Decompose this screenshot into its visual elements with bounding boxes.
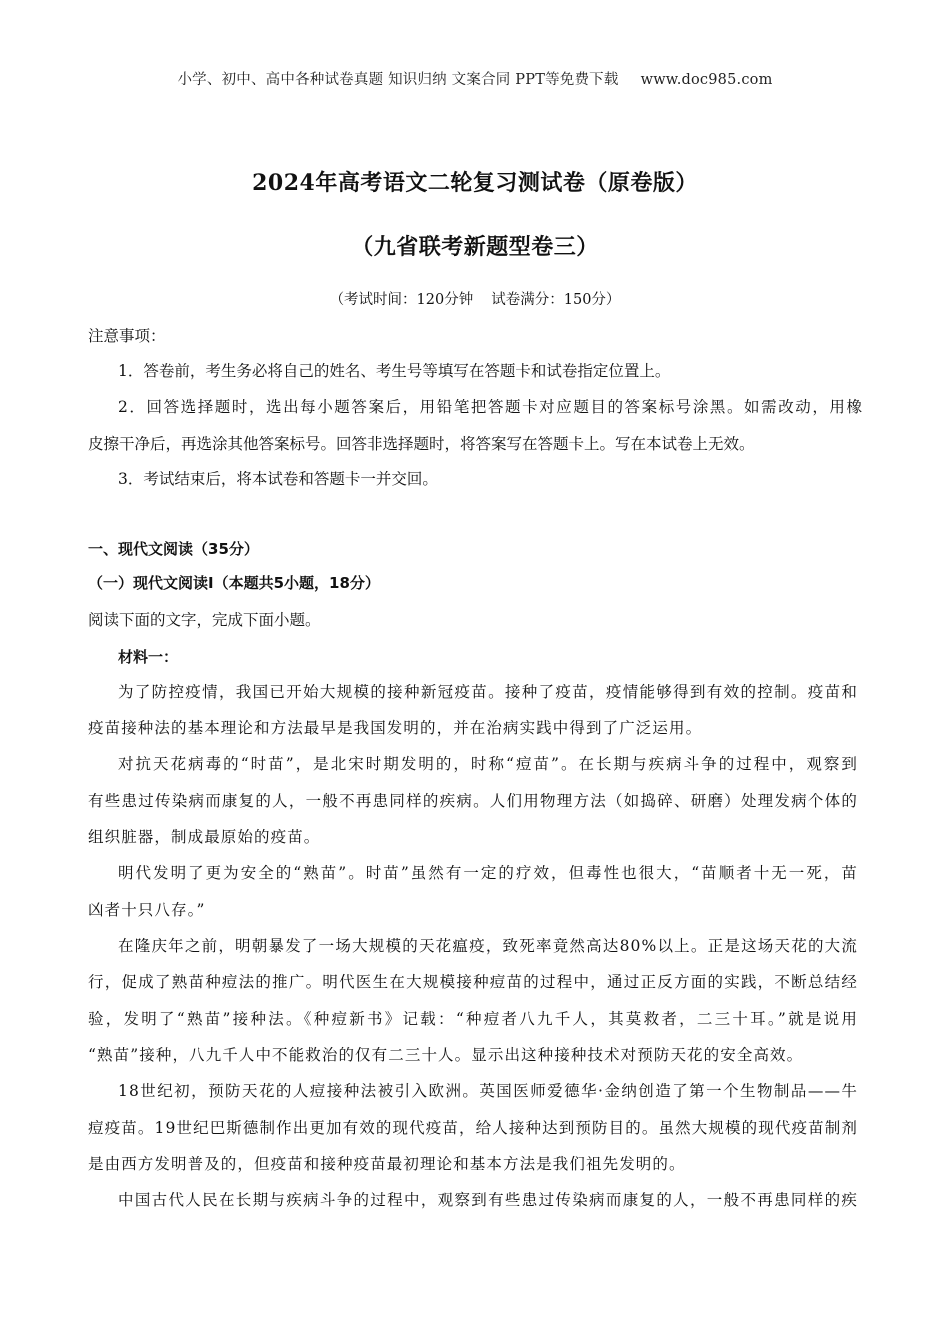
notice-heading: 注意事项： [88,327,166,345]
subsection-heading: （一）现代文阅读Ⅰ（本题共5小题，18分） [88,574,380,592]
passage-line: 凶者十只八存。” [88,901,206,919]
page-title: 2024年高考语文二轮复习测试卷（原卷版） [252,170,698,196]
page-subtitle: （九省联考新题型卷三） [351,234,599,260]
passage-line: 疫苗接种法的基本理论和方法最早是我国发明的，并在治病实践中得到了广泛运用。 [88,719,703,737]
passage-line: “熟苗”接种，八九千人中不能救治的仅有二三十人。显示出这种接种技术对预防天花的安全高效。 [88,1046,804,1064]
passage-line: 在隆庆年之前，明朝暴发了一场大规模的天花瘟疫，致死率竟然高达80%以上。正是这场天花的大流 [118,937,858,955]
notice-item-2-line-2: 皮擦干净后，再选涂其他答案标号。回答非选择题时，将答案写在答题卡上。写在本试卷上无效。 [88,435,755,453]
passage-line: 有些患过传染病而康复的人，一般不再患同样的疾病。人们用物理方法（如捣碎、研磨）处理发病个体的 [88,792,858,810]
reading-instruction: 阅读下面的文字，完成下面小题。 [88,611,321,629]
passage-line: 痘疫苗。19世纪巴斯德制作出更加有效的现代疫苗，给人接种达到预防目的。虽然大规模的现代疫苗制剂 [88,1119,858,1137]
passage-line: 组织脏器，制成最原始的疫苗。 [88,828,321,846]
passage-line: 验，发明了“熟苗”接种法。《种痘新书》记载：“种痘者八九千人，其莫救者，二三十耳。”就是说用 [88,1010,858,1028]
notice-item-3: 3．考试结束后，将本试卷和答题卡一并交回。 [118,470,438,488]
passage-line: 是由西方发明普及的，但疫苗和接种疫苗最初理论和基本方法是我们祖先发明的。 [88,1155,686,1173]
exam-info [0,288,950,309]
passage-line: 为了防控疫情，我国已开始大规模的接种新冠疫苗。接种了疫苗，疫情能够得到有效的控制。疫苗和 [118,683,858,701]
passage-line: 18世纪初，预防天花的人痘接种法被引入欧洲。英国医师爱德华·金纳创造了第一个生物制品——牛 [118,1082,858,1100]
passage-line: 明代发明了更为安全的“熟苗”。时苗”虽然有一定的疗效，但毒性也很大，“苗顺者十无一死，苗 [118,864,858,882]
header-banner [0,68,950,89]
banner-text: 小学、初中、高中各种试卷真题 知识归纳 文案合同 PPT等免费下载 [177,72,619,88]
banner-site-link[interactable]: www.doc985.com [640,72,773,88]
passage-line: 行，促成了熟苗种痘法的推广。明代医生在大规模接种痘苗的过程中，通过正反方面的实践，不断总结经 [88,973,858,991]
exam-score: 试卷满分：150分） [491,292,621,308]
notice-item-2-line-1: 2．回答选择题时，选出每小题答案后，用铅笔把答题卡对应题目的答案标号涂黑。如需改动，用橡 [118,398,862,416]
passage-line: 对抗天花病毒的“时苗”，是北宋时期发明的，时称“痘苗”。在长期与疾病斗争的过程中，观察到 [118,755,858,773]
material-label: 材料一： [118,648,179,666]
notice-item-1: 1．答卷前，考生务必将自己的姓名、考生号等填写在答题卡和试卷指定位置上。 [118,362,671,380]
section-heading: 一、现代文阅读（35分） [88,540,259,558]
passage-line: 中国古代人民在长期与疾病斗争的过程中，观察到有些患过传染病而康复的人，一般不再患同样的疾 [118,1191,858,1209]
exam-time: （考试时间：120分钟 [329,292,474,308]
